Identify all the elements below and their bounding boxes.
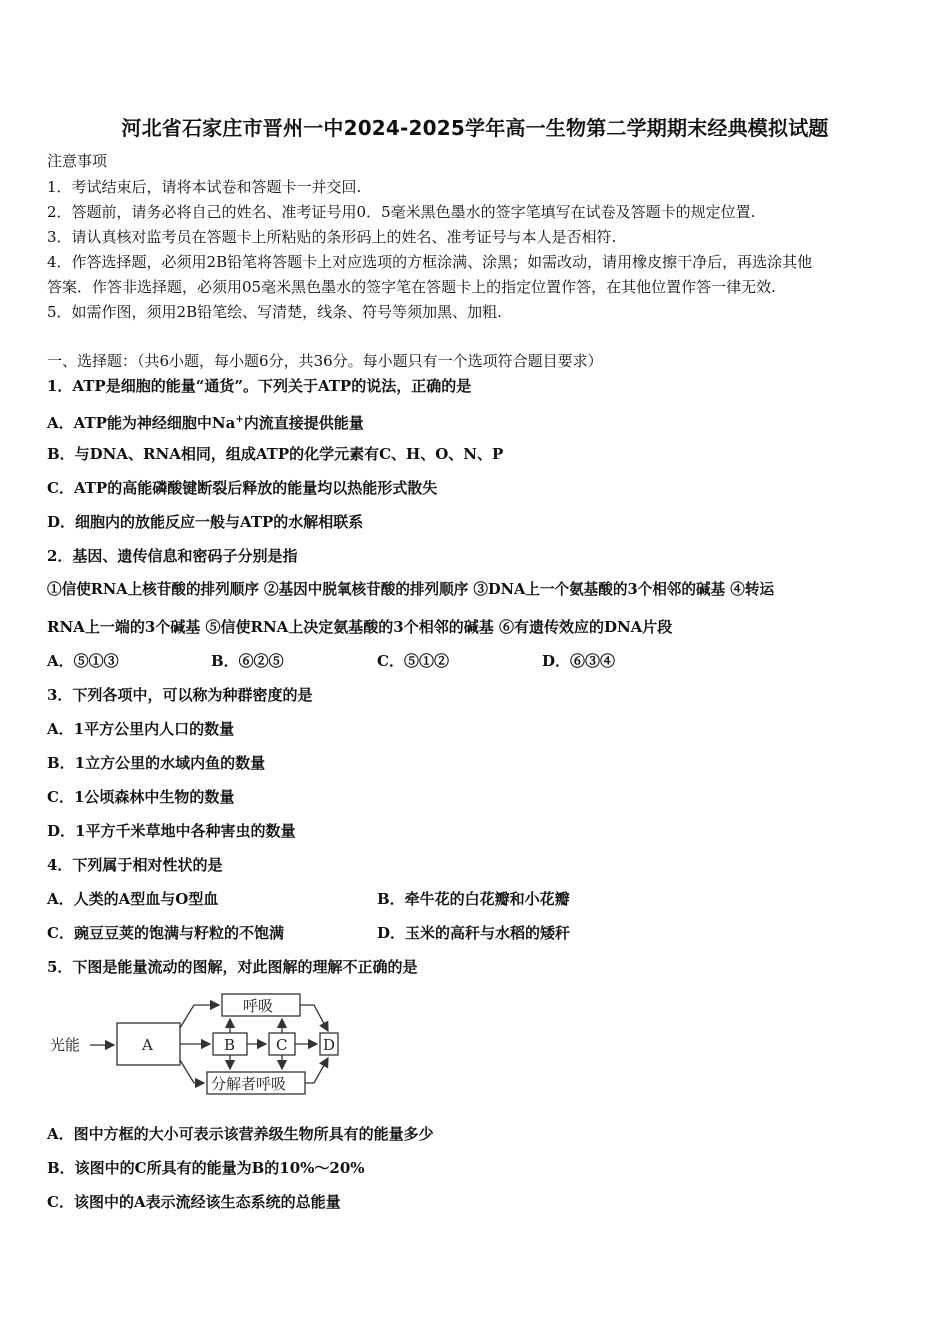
q1-stem: 1．ATP是细胞的能量“通货”。下列关于ATP的说法，正确的是 bbox=[47, 377, 472, 395]
q2-option-d: D．⑥③④ bbox=[542, 652, 616, 670]
q5-option-c: C．该图中的A表示流经该生态系统的总能量 bbox=[47, 1193, 341, 1211]
arrow-decomp-d bbox=[305, 1058, 328, 1083]
diagram-box-b-label: B bbox=[224, 1036, 236, 1054]
diagram-light-label: 光能 bbox=[50, 1036, 81, 1054]
energy-flow-diagram bbox=[44, 988, 344, 1103]
q1-option-a-sup: + bbox=[235, 414, 244, 425]
notice-item-2: 2．答题前，请务必将自己的姓名、准考证号用0．5毫米黑色墨水的签字笔填写在试卷及答题卡的规定位置. bbox=[47, 203, 756, 221]
q2-option-a: A．⑤①③ bbox=[47, 652, 119, 670]
q2-line-2: RNA上一端的3个碱基 ⑤信使RNA上决定氨基酸的3个相邻的碱基 ⑥有遗传效应的DNA片段 bbox=[47, 618, 673, 636]
diagram-box-a-label: A bbox=[142, 1036, 153, 1054]
q4-option-b: B．牵牛花的白花瓣和小花瓣 bbox=[377, 890, 570, 908]
q3-option-b: B．1立方公里的水域内鱼的数量 bbox=[47, 754, 266, 772]
q3-stem: 3．下列各项中，可以称为种群密度的是 bbox=[47, 686, 313, 704]
q1-option-a-text: A．ATP能为神经细胞中Na bbox=[47, 414, 236, 432]
arrow-resp-d bbox=[300, 1005, 328, 1031]
q1-option-a bbox=[47, 410, 364, 433]
diagram-respiration-label: 呼吸 bbox=[243, 997, 274, 1015]
q4-option-d: D．玉米的高秆与水稻的矮秆 bbox=[377, 924, 571, 942]
q1-option-a-text-end: 内流直接提供能量 bbox=[243, 414, 364, 432]
diagram-box-c-label: C bbox=[276, 1036, 288, 1054]
q5-stem: 5．下图是能量流动的图解，对此图解的理解不正确的是 bbox=[47, 958, 418, 976]
q2-line-1: ①信使RNA上核苷酸的排列顺序 ②基因中脱氧核苷酸的排列顺序 ③DNA上一个氨基酸的3个相邻的碱基 ④转运 bbox=[47, 581, 775, 598]
q2-option-b: B．⑥②⑤ bbox=[211, 652, 284, 670]
q2-option-c: C．⑤①② bbox=[377, 652, 449, 670]
q2-stem: 2．基因、遗传信息和密码子分别是指 bbox=[47, 547, 298, 565]
diagram-box-d-label: D bbox=[323, 1036, 336, 1054]
q5-option-b: B．该图中的C所具有的能量为B的10%～20% bbox=[47, 1159, 365, 1177]
q5-option-a: A．图中方框的大小可表示该营养级生物所具有的能量多少 bbox=[47, 1125, 434, 1143]
page-title: 河北省石家庄市晋州一中2024-2025学年高一生物第二学期期末经典模拟试题 bbox=[121, 116, 829, 140]
q3-option-a: A．1平方公里内人口的数量 bbox=[47, 720, 235, 738]
q3-option-c: C．1公顷森林中生物的数量 bbox=[47, 788, 235, 806]
q3-option-d: D．1平方千米草地中各种害虫的数量 bbox=[47, 822, 296, 840]
notice-heading: 注意事项 bbox=[47, 152, 108, 170]
q1-option-c: C．ATP的高能磷酸键断裂后释放的能量均以热能形式散失 bbox=[47, 479, 438, 497]
notice-item-3: 3．请认真核对监考员在答题卡上所粘贴的条形码上的姓名、准考证号与本人是否相符. bbox=[47, 228, 617, 246]
q1-option-d: D．细胞内的放能反应一般与ATP的水解相联系 bbox=[47, 513, 364, 531]
q4-option-c: C．豌豆豆荚的饱满与籽粒的不饱满 bbox=[47, 924, 284, 942]
notice-item-5: 5．如需作图，须用2B铅笔绘、写清楚，线条、符号等须加黑、加粗. bbox=[47, 303, 502, 321]
q4-option-a: A．人类的A型血与O型血 bbox=[47, 890, 219, 908]
q4-stem: 4．下列属于相对性状的是 bbox=[47, 856, 223, 874]
diagram-decomposer-label: 分解者呼吸 bbox=[211, 1075, 287, 1093]
arrow-a-resp bbox=[180, 1005, 219, 1028]
arrow-a-decomp bbox=[180, 1060, 204, 1083]
notice-item-4: 4．作答选择题，必须用2B铅笔将答题卡上对应选项的方框涂满、涂黑；如需改动，请用橡皮擦干净后，再选涂其他 bbox=[47, 253, 813, 271]
notice-item-4-cont: 答案．作答非选择题，必须用05毫米黑色墨水的签字笔在答题卡上的指定位置作答，在其他位置作答一律无效. bbox=[47, 278, 776, 296]
section-heading: 一、选择题：（共6小题，每小题6分，共36分。每小题只有一个选项符合题目要求） bbox=[47, 352, 603, 370]
q1-option-b: B．与DNA、RNA相同，组成ATP的化学元素有C、H、O、N、P bbox=[47, 445, 504, 463]
notice-item-1: 1．考试结束后，请将本试卷和答题卡一并交回. bbox=[47, 178, 362, 196]
